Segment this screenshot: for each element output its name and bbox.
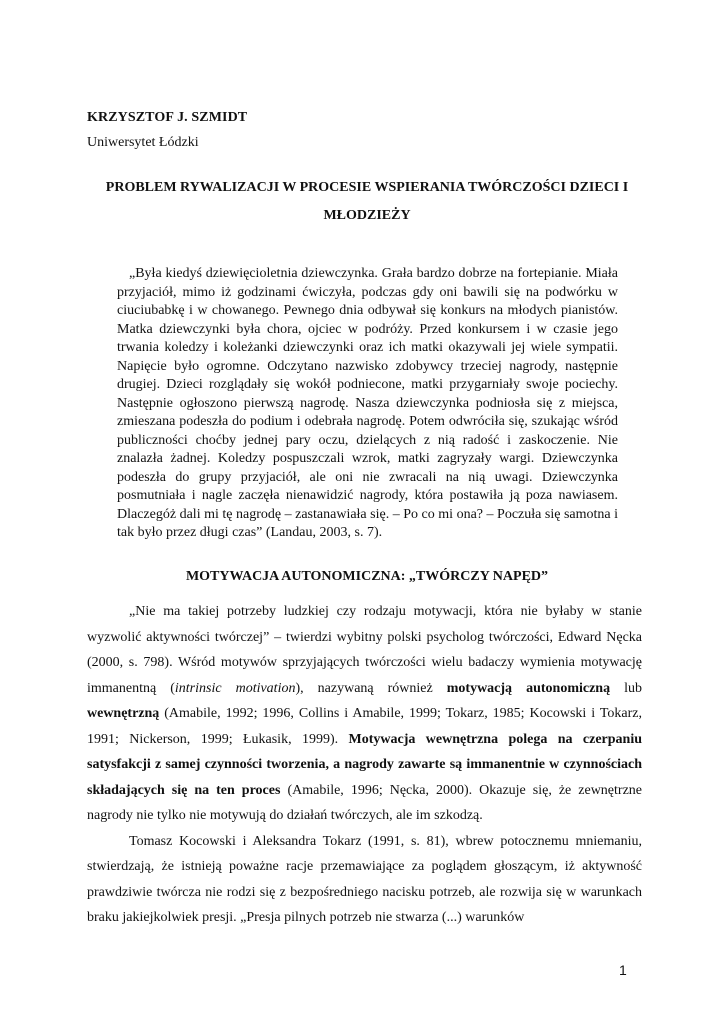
paragraph-1	[87, 599, 642, 829]
paper-title: PROBLEM RYWALIZACJI W PROCESIE WSPIERANIA TWÓRCZOŚCI DZIECI I MŁODZIEŻY	[105, 180, 629, 223]
text-run: (Amabile, 1992; 1996, Collins i Amabile, 1999; Tokarz, 1985; Kocowski i Tokarz, 1991; Nickerson, 1999; Łukasik, 1999).	[87, 706, 642, 747]
author-affiliation: Uniwersytet Łódzki	[87, 135, 199, 150]
section-heading: MOTYWACJA AUTONOMICZNA: „TWÓRCZY NAPĘD”	[185, 569, 549, 584]
text-run: (Amabile, 1996; Nęcka, 2000). Okazuje się, że zewnętrzne nagrody nie tylko nie motywują do działań twórczych, ale im szkodzą.	[87, 782, 642, 823]
page-number: 1	[619, 962, 627, 978]
bold-definition: Motywacja wewnętrzna polega na czerpaniu satysfakcji z samej czynności tworzenia, a nagrody zawarte są immanentnie w czynnościach składających się na ten proces	[87, 731, 643, 798]
bold-term: motywacją autonomiczną	[446, 680, 611, 696]
italic-term: intrinsic motivation	[174, 680, 296, 696]
text-run: lub	[610, 680, 643, 696]
body-text	[87, 599, 642, 931]
bold-term: wewnętrzną	[87, 706, 160, 721]
author-name: KRZYSZTOF J. SZMIDT	[87, 110, 248, 125]
text-run: „Nie ma takiej potrzeby ludzkiej czy rodzaju motywacji, która nie byłaby w stanie wyzwolić aktywności twórczej” – twierdzi wybitny polski psycholog twórczości, Edward Nęcka (2000, s. 798). Wśród motywów sprzyjających twórczości wielu badaczy wymienia motywację immanentną (	[87, 604, 642, 696]
epigraph-quote: „Była kiedyś dziewięcioletnia dziewczynka. Grała bardzo dobrze na fortepianie. Miała przyjaciół, mimo iż godzinami ćwiczyła, podczas gdy oni bawili się na podwórku w ciuciubabkę i w chowanego. Pewnego dnia odbywał się konkurs na młodych pianistów. Matka dziewczynki była chora, ojciec w podróży. Przed konkursem i w czasie jego trwania koledzy i koleżanki dziewczynki oraz ich matki okazywali jej wiele sympatii. Napięcie było ogromne. Odczytano nazwisko zdobywcy trzeciej nagrody, następnie drugiej. Dzieci rozglądały się wokół podniecone, matki przygarniały swoje pociechy. Następnie ogłoszono pierwszą nagrodę. Nasza dziewczynka podniosła się z miejsca, zmieszana podeszła do podium i odebrała nagrodę. Potem odwróciła się, szukając wśród publiczności choćby jednej pary oczu, dzielących z nią radość i zaskoczenie. Nie znalazła żadnej. Koledzy pospuszczali wzrok, matki zagryzały wargi. Dziewczynka podeszła do grupy przyjaciół, ale oni nie zwracali na nią uwagi. Dziewczynka posmutniała i nagle zaczęła nienawidzić nagrody, która postawiła ją poza nawiasem. Dlaczegóż dali mi tę nagrodę – zastanawiała się. – Po co mi ona? – Poczuła się samotna i tak było przez długi czas” (Landau, 2003, s. 7).	[117, 266, 618, 540]
text-run: ), nazywaną również	[295, 680, 447, 696]
paragraph-2: Tomasz Kocowski i Aleksandra Tokarz (1991, s. 81), wbrew potocznemu mniemaniu, stwierdzają, że istnieją poważne racje przemawiające za poglądem głoszącym, iż aktywność prawdziwie twórcza nie rodzi się z bezpośredniego nacisku potrzeb, ale rozwija się w warunkach braku jakiejkolwiek presji. „Presja pilnych potrzeb nie stwarza (...) warunków	[87, 833, 642, 925]
